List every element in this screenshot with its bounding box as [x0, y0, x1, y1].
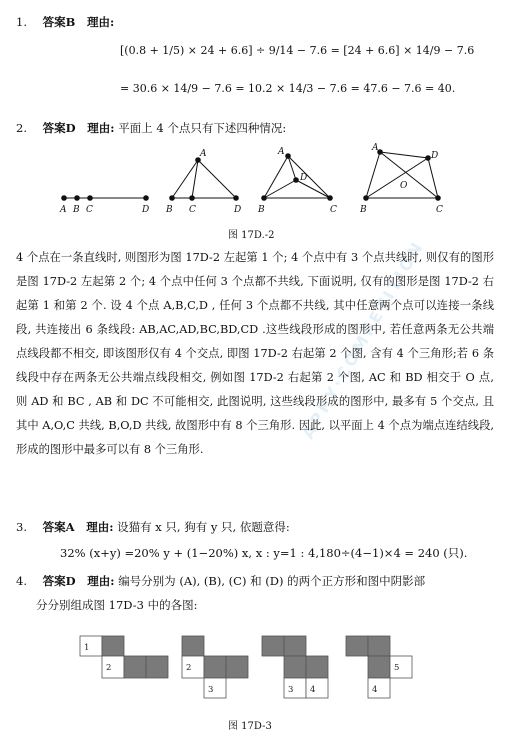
q1-formula-line1: [(0.8 + 1/5) × 24 + 6.6] ÷ 9/14 − 7.6 = [24 + 6.6] × 14/9 − 7.6: [120, 44, 475, 57]
q4-header: [16, 573, 425, 589]
q1-formula-line2: = 30.6 × 14/9 − 7.6 = 10.2 × 14/3 − 7.6 = 47.6 − 7.6 = 40.: [120, 82, 456, 95]
q4-text2: 分分别组成图 17D-3 中的各图:: [36, 598, 198, 612]
q3-reason: 理由:: [86, 520, 114, 534]
q4-answer: 答案D: [42, 574, 76, 588]
fig3-num-g2a: 2: [186, 663, 192, 673]
q3-text: 设猫有 x 只, 狗有 y 只, 依题意得:: [117, 520, 290, 534]
fig-a-label-d: D: [142, 205, 150, 215]
fig3-group-3: [262, 636, 328, 698]
fig-d-label-d: D: [431, 151, 439, 161]
fig-b-label-a: A: [200, 149, 207, 159]
q2-number: 2.: [16, 121, 27, 135]
fig-c-label-a: A: [278, 147, 285, 157]
fig-collinear: [62, 196, 149, 201]
fig-c-label-d: D: [300, 173, 308, 183]
fig-a-label-c: C: [86, 205, 93, 215]
watermark: APPY·COMPETITION: [298, 236, 428, 443]
q2-header: [16, 120, 286, 136]
fig3-group-4: [346, 636, 412, 698]
fig-d-label-c: C: [436, 205, 443, 215]
q3-header: [16, 519, 290, 535]
q1-number: 1.: [16, 15, 27, 29]
fig-d-label-o: O: [400, 181, 408, 191]
fig3-group-1: [80, 636, 168, 678]
q4-reason: 理由:: [87, 574, 115, 588]
fig-b-label-d: D: [234, 205, 242, 215]
q4-number: 4.: [16, 574, 27, 588]
fig3-num-g4b: 5: [394, 663, 400, 673]
fig-b-label-b: B: [166, 205, 173, 215]
q2-figure-caption: 图 17D.-2: [228, 230, 275, 241]
figure-17d-2: [50, 140, 470, 220]
fig-a-label-b: B: [73, 205, 80, 215]
q1-reason: 理由:: [87, 15, 115, 29]
figure-17d-3: [78, 630, 438, 700]
fig-a-label-a: A: [60, 205, 67, 215]
q1-header: [16, 14, 114, 30]
fig3-num-g2b: 3: [208, 685, 214, 695]
q3-number: 3.: [16, 520, 27, 534]
q2-paragraph: 4 个点在一条直线时, 则图形为图 17D-2 左起第 1 个; 4 个点中有 3 个点共线时, 则仅有的图形是图 17D-2 左起第 2 个; 4 个点中任何 3 个点都不共线, 下面说明, 仅有的图形是图 17D-2 右起第 1 和第 2 个. 设 4 个点 A,B,C,D , 任何 3 个点都不共线, 其中任意两个点可以连接一条线段, 共连接出 6 条线段: AB,AC,AD,BC,BD,CD .这些线段形成的图形中, 若任意两条无公共端点线段都不相交, 即该图形仅有 4 个交点, 即图 17D-2 右起第 2 个图, 含有 4 个三角形;若 6 条线段中存在两条无公共端点线段相交, 例如图 17D-2 右起第 2 个图, AC 和 BD 相交于 O 点, 则 AD 和 BC , AB 和 DC 不可能相交, 此图说明, 这些线段形成的图形中, 最多有 5 个交点, 且其中 A,O,C 共线, B,O,D 共线, 故图形中有 8 个三角形. 因此, 以平面上 4 个点为端点连结线段, 形成的图形中最多可以有 8 个三角形.: [16, 251, 494, 456]
q2-answer: 答案D: [42, 121, 76, 135]
fig3-num-g3b: 4: [310, 685, 316, 695]
fig-convex-quad: [364, 150, 441, 201]
q2-reason: 理由:: [87, 121, 115, 135]
fig-d-label-b: B: [360, 205, 367, 215]
fig3-num-g1a: 1: [84, 643, 90, 653]
q3-formula: 32% (x+y) =20% y + (1−20%) x, x : y=1 : 4,180÷(4−1)×4 = 240 (只).: [60, 546, 468, 560]
fig-three-collinear: [170, 158, 239, 201]
q4-text1: 编号分别为 (A), (B), (C) 和 (D) 的两个正方形和图中阴影部: [118, 574, 426, 588]
fig3-num-g3a: 3: [288, 685, 294, 695]
fig-b-label-c: C: [189, 205, 196, 215]
fig-c-label-c: C: [330, 205, 337, 215]
fig-d-label-a: A: [372, 143, 379, 153]
fig-point-inside: [262, 154, 333, 201]
fig3-group-2: [182, 636, 248, 698]
q4-figure-caption: 图 17D-3: [228, 721, 272, 732]
q3-answer: 答案A: [42, 520, 75, 534]
q1-answer: 答案B: [42, 15, 76, 29]
fig-c-label-b: B: [258, 205, 265, 215]
fig3-num-g1b: 2: [106, 663, 112, 673]
q2-intro: 平面上 4 个点只有下述四种情况:: [118, 121, 287, 135]
fig3-num-g4a: 4: [372, 685, 378, 695]
